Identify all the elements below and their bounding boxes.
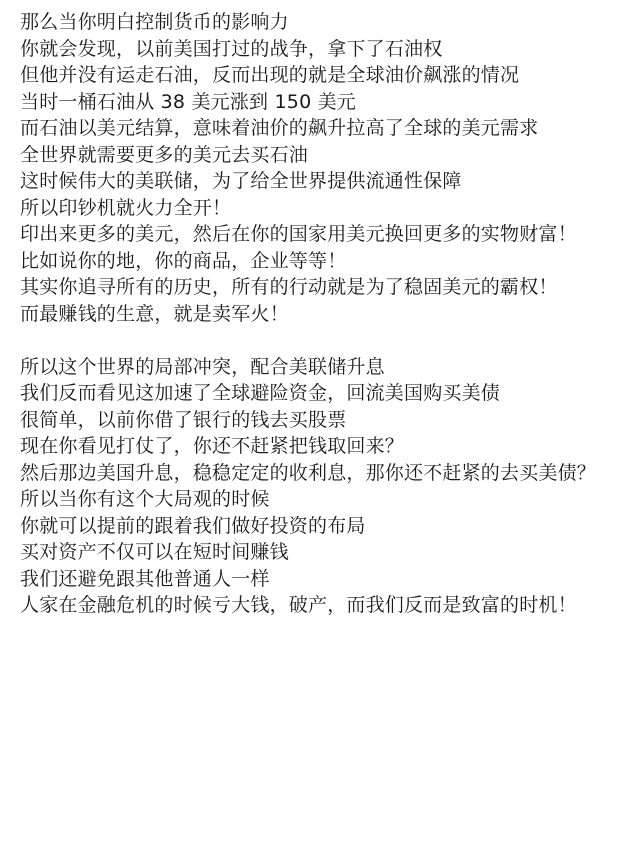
text-line: 我们还避免跟其他普通人一样 [20,567,270,590]
text-line: 当时一桶石油从 38 美元涨到 150 美元 [20,90,357,113]
text-line: 然后那边美国升息，稳稳定定的收利息，那你还不赶紧的去买美债？ [20,461,597,484]
note-body [20,9,640,619]
text-line: 所以当你有这个大局观的时候 [20,488,270,510]
text-line: 你就会发现，以前美国打过的战争，拿下了石油权 [20,37,443,60]
text-line: 这时候伟大的美联储，为了给全世界提供流通性保障 [20,170,462,192]
text-line: 你就可以提前的跟着我们做好投资的布局 [20,514,366,537]
text-line: 比如说你的地，你的商品，企业等等！ [20,249,347,272]
text-line: 印出来更多的美元，然后在你的国家用美元换回更多的实物财富！ [20,223,577,245]
paragraph-2 [20,354,640,619]
paragraph-1 [20,9,640,327]
text-line: 那么当你明白控制货币的影响力 [20,11,289,33]
text-line: 很简单，以前你借了银行的钱去买股票 [20,408,347,431]
text-line: 现在你看见打仗了，你还不赶紧把钱取回来？ [20,435,405,457]
text-line: 买对资产不仅可以在短时间赚钱 [20,541,289,563]
text-line: 全世界就需要更多的美元去买石油 [20,143,309,166]
text-line: 所以印钞机就火力全开！ [20,196,232,219]
text-line: 所以这个世界的局部冲突，配合美联储升息 [20,355,385,378]
paragraph-spacer [20,327,640,354]
text-line: 人家在金融危机的时候亏大钱，破产，而我们反而是致富的时机！ [20,594,577,616]
text-line: 其实你追寻所有的历史，所有的行动就是为了稳固美元的霸权！ [20,276,558,298]
text-line: 而最赚钱的生意，就是卖军火！ [20,302,289,325]
text-line: 而石油以美元结算，意味着油价的飙升拉高了全球的美元需求 [20,117,539,139]
text-line: 我们反而看见这加速了全球避险资金，回流美国购买美债 [20,382,501,404]
text-line: 但他并没有运走石油，反而出现的就是全球油价飙涨的情况 [20,64,520,86]
